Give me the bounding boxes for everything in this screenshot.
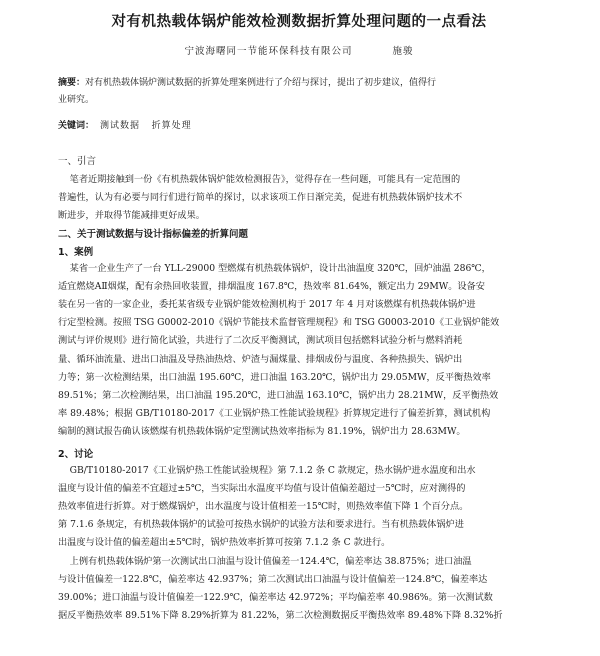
affiliation: 宁波海曙同一节能环保科技有限公司: [184, 46, 353, 57]
body-line: 第 7.1.6 条规定，有机热载体锅炉的试验可按热水锅炉的试验方法和要求进行。当有机热载体锅炉进: [58, 519, 464, 531]
section-2-title: 二、关于测试数据与设计指标偏差的折算问题: [58, 228, 249, 240]
subsection-2-body: [30, 462, 568, 626]
abstract-line-1: [58, 75, 560, 92]
subsection-2-title: 2、讨论: [58, 448, 94, 460]
abstract-text-2: 业研究。: [58, 95, 95, 105]
paper-title: 对有机热载体锅炉能效检测数据折算处理问题的一点看法: [111, 14, 487, 30]
keywords-text: 测试数据 折算处理: [100, 121, 192, 131]
body-line: 力等；第一次检测结果，出口油温 195.60℃，进口油温 163.20℃，锅炉出力 29.05MW，反平衡热效率: [58, 371, 491, 383]
subsection-1-title: 1、案例: [58, 246, 94, 258]
body-line: 测试与评价规则》进行简化试验，共进行了二次反平衡测试，测试项目包括燃料试验分析与燃料消耗: [58, 335, 463, 347]
body-line: 与设计值偏差一122.8℃，偏差率达 42.937%；第二次测试出口油温与设计值偏差一124.8℃，偏差率达: [58, 573, 488, 585]
body-line: 39.00%；进口油温与设计值偏差一122.9℃，偏差率达 42.972%；平均偏差率 40.986%。第一次测试数: [58, 592, 493, 604]
body-line: 装在另一省的一家企业，委托某省级专业锅炉能效检测机构于 2017 年 4 月对该燃煤有机热载体锅炉进: [58, 299, 476, 311]
body-line: 普遍性，认为有必要与同行们进行简单的探讨，以求该项工作日渐完美，促进有机热载体锅炉技术不: [58, 192, 463, 204]
abstract: [30, 75, 568, 109]
keywords: [30, 118, 568, 131]
section-1-title: 一、引言: [58, 156, 97, 167]
body-line: 某省一企业生产了一台 YLL-29000 型燃煤有机热载体锅炉，设计出油温度 320℃，回炉油温 286℃，: [58, 262, 491, 274]
body-line: 编制的测试报告确认该燃煤有机热载体锅炉定型测试热效率指标为 81.19%，锅炉出力 28.63MW。: [58, 426, 466, 438]
body-line: 行定型检测。按照 TSG G0002-2010《锅炉节能技术监督管理规程》和 TSG G0003-2010《工业锅炉能效: [58, 317, 500, 329]
body-line: 上例有机热载体锅炉第一次测试出口油温与设计值偏差一124.4℃，偏差率达 38.875%；进口油温: [58, 555, 472, 567]
body-line: 适宜燃烧AⅡ烟煤，配有余热回收装置，排烟温度 167.8℃，热效率 81.64%，额定出力 29MW。设备安: [58, 280, 485, 292]
body-line: 量、循环油流量、进出口油温及导热油热焓、炉渣与漏煤量、排烟成份与温度、各种热损失、锅炉出: [58, 353, 463, 365]
keywords-label: 关键词：: [58, 121, 95, 131]
body-line: 据反平衡热效率 89.51%下降 8.29%折算为 81.22%，第二次检测数据反平衡热效率 89.48%下降 8.32%折: [58, 610, 503, 622]
abstract-text-1: 对有机热载体锅炉测试数据的折算处理案例进行了介绍与探讨，提出了初步建议，值得行: [85, 78, 437, 88]
section-1-body: [30, 171, 568, 226]
body-line: GB/T10180-2017《工业锅炉热工性能试验规程》第 7.1.2 条 C 款规定，热水锅炉进水温度和出水: [58, 464, 476, 476]
author: 施骏: [392, 46, 414, 57]
body-line: 率 89.48%；根据 GB/T10180-2017《工业锅炉热工性能试验规程》折算规定进行了偏差折算，测试机构: [58, 408, 491, 420]
body-line: 出温度与设计值的偏差超出±5℃时，锅炉热效率折算可按第 7.1.2 条 C 款进行。: [58, 537, 391, 549]
body-line: 温度与设计值的偏差不宜超过±5℃，当实际出水温度平均值与设计值偏差超过一5℃时，应对测得的: [58, 482, 466, 494]
body-line: 断进步，并取得节能减排更好成果。: [58, 210, 205, 222]
abstract-label: 摘要：: [58, 78, 86, 88]
body-line: 89.51%；第二次检测结果，出口油温 195.20℃，进口油温 163.10℃，锅炉出力 28.21MW，反平衡热效: [58, 390, 499, 402]
affiliation-line: [30, 43, 568, 57]
subsection-1-body: [30, 260, 568, 442]
body-line: 笔者近期接触到一份《有机热载体锅炉能效检测报告》，觉得存在一些问题，可能具有一定范围的: [58, 174, 461, 185]
body-line: 热效率值进行折算。对于燃煤锅炉，出水温度与设计值相差一15℃时，则热效率值下降 1 个百分点。: [58, 501, 469, 513]
